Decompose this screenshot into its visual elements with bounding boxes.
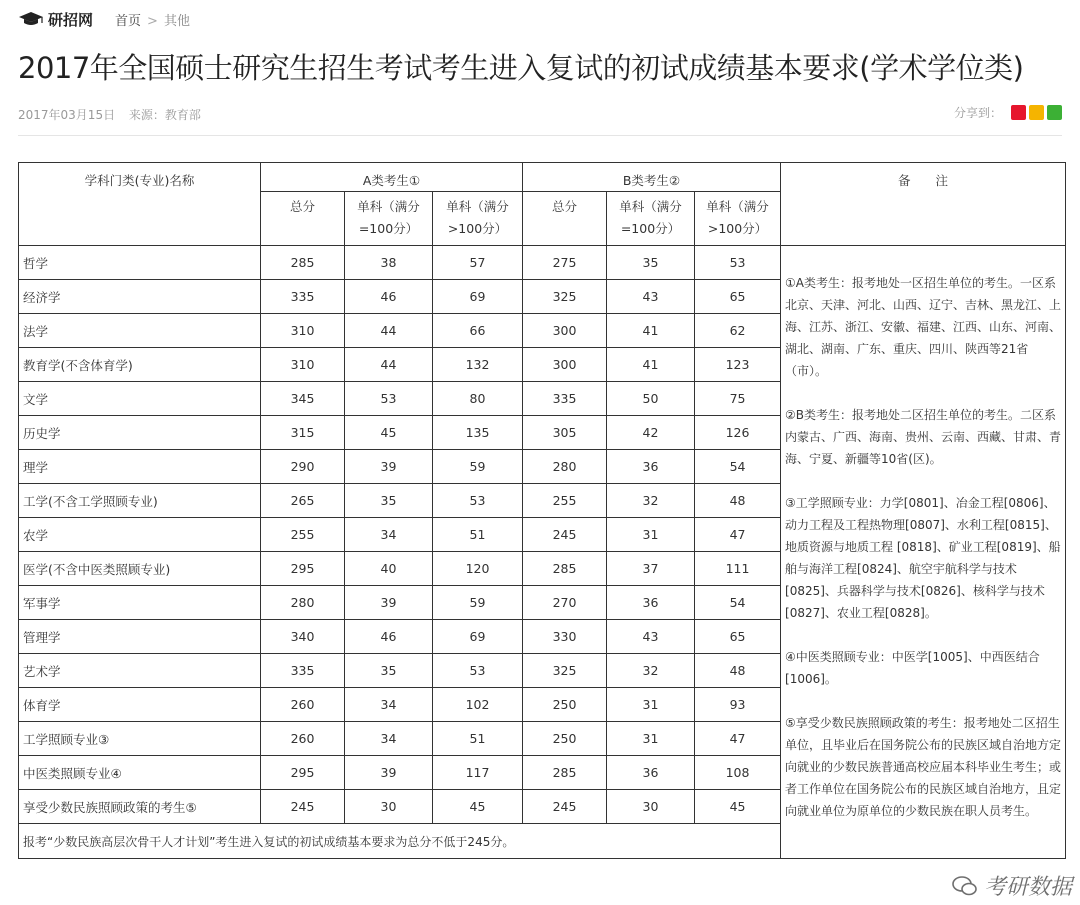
table-row (19, 246, 1066, 280)
score-cell-b: 75 (695, 382, 781, 416)
score-cell-a: 310 (261, 314, 345, 348)
score-cell-a: 45 (433, 790, 523, 824)
subject-name-cell: 工学照顾专业③ (19, 722, 261, 756)
score-cell-a: 132 (433, 348, 523, 382)
graduation-cap-icon (18, 11, 44, 27)
site-logo[interactable] (18, 9, 93, 30)
score-cell-a: 310 (261, 348, 345, 382)
score-cell-a: 57 (433, 246, 523, 280)
breadcrumb-home-link[interactable]: 首页 (115, 13, 142, 29)
score-cell-b: 43 (607, 280, 695, 314)
score-cell-b: 250 (523, 688, 607, 722)
score-cell-b: 305 (523, 416, 607, 450)
score-cell-a: 53 (433, 654, 523, 688)
score-cell-a: 315 (261, 416, 345, 450)
score-cell-b: 270 (523, 586, 607, 620)
weibo-share-icon[interactable] (1011, 105, 1026, 120)
score-cell-a: 285 (261, 246, 345, 280)
score-table (18, 162, 1066, 859)
score-cell-b: 123 (695, 348, 781, 382)
score-cell-a: 102 (433, 688, 523, 722)
note-item: ④中医类照顾专业：中医学[1005]、中西医结合[1006]。 (785, 650, 1040, 686)
score-cell-b: 285 (523, 552, 607, 586)
score-cell-a: 34 (345, 688, 433, 722)
breadcrumb (115, 10, 190, 29)
score-cell-b: 43 (607, 620, 695, 654)
score-cell-a: 280 (261, 586, 345, 620)
score-cell-b: 300 (523, 314, 607, 348)
score-cell-b: 285 (523, 756, 607, 790)
header-b-single-100: 单科（满分=100分） (607, 192, 695, 246)
score-cell-a: 35 (345, 654, 433, 688)
header-group-a: A类考生① (261, 163, 523, 192)
score-cell-b: 36 (607, 756, 695, 790)
score-cell-a: 30 (345, 790, 433, 824)
score-cell-a: 295 (261, 756, 345, 790)
score-cell-a: 335 (261, 280, 345, 314)
watermark (952, 870, 1072, 901)
note-item: ①A类考生：报考地处一区招生单位的考生。一区系北京、天津、河北、山西、辽宁、吉林、黑龙江、上海、江苏、浙江、安徽、福建、江西、山东、河南、湖北、湖南、广东、重庆、四川、陕西等21省（市）。 (785, 276, 1062, 378)
subject-name-cell: 军事学 (19, 586, 261, 620)
note-item: ②B类考生：报考地处二区招生单位的考生。二区系内蒙古、广西、海南、贵州、云南、西藏、甘肃、青海、宁夏、新疆等10省(区)。 (785, 408, 1062, 466)
score-cell-b: 62 (695, 314, 781, 348)
score-cell-b: 36 (607, 450, 695, 484)
score-cell-a: 53 (345, 382, 433, 416)
score-cell-a: 117 (433, 756, 523, 790)
score-cell-a: 46 (345, 280, 433, 314)
score-cell-b: 47 (695, 518, 781, 552)
note-item: ⑤享受少数民族照顾政策的考生：报考地处二区招生单位，且毕业后在国务院公布的民族区域自治地方定向就业的少数民族普通高校应届本科毕业生考生；或者工作单位在国务院公布的民族区域自治地方，且定向就业单位为原单位的少数民族在职人员考生。 (785, 716, 1062, 818)
score-cell-b: 65 (695, 280, 781, 314)
score-cell-a: 265 (261, 484, 345, 518)
score-cell-a: 59 (433, 586, 523, 620)
watermark-text: 考研数据 (983, 875, 1072, 900)
score-cell-b: 50 (607, 382, 695, 416)
score-cell-a: 135 (433, 416, 523, 450)
score-cell-b: 42 (607, 416, 695, 450)
score-cell-b: 32 (607, 654, 695, 688)
subject-name-cell: 中医类照顾专业④ (19, 756, 261, 790)
subject-name-cell: 管理学 (19, 620, 261, 654)
subject-name-cell: 法学 (19, 314, 261, 348)
score-cell-b: 335 (523, 382, 607, 416)
score-cell-b: 31 (607, 518, 695, 552)
score-cell-b: 54 (695, 586, 781, 620)
score-cell-a: 40 (345, 552, 433, 586)
qzone-share-icon[interactable] (1029, 105, 1044, 120)
score-cell-b: 32 (607, 484, 695, 518)
score-cell-b: 245 (523, 518, 607, 552)
score-cell-a: 345 (261, 382, 345, 416)
note-item: ③工学照顾专业：力学[0801]、冶金工程[0806]、动力工程及工程热物理[0807]、水利工程[0815]、地质资源与地质工程 [0818]、矿业工程[0819]、船舶与海洋工程[0824]、航空宇航科学与技术[0825]、兵器科学与技术[0826]、核科学与技术[0827]、农业工程[0828]。 (785, 496, 1061, 620)
score-cell-b: 48 (695, 484, 781, 518)
header-a-single-gt100: 单科（满分>100分） (433, 192, 523, 246)
score-cell-b: 111 (695, 552, 781, 586)
score-cell-b: 330 (523, 620, 607, 654)
score-cell-b: 37 (607, 552, 695, 586)
score-cell-a: 35 (345, 484, 433, 518)
score-cell-b: 41 (607, 348, 695, 382)
subject-name-cell: 历史学 (19, 416, 261, 450)
article-title: 2017年全国硕士研究生招生考试考生进入复试的初试成绩基本要求(学术学位类) (18, 51, 1024, 85)
score-cell-b: 31 (607, 688, 695, 722)
score-cell-a: 39 (345, 586, 433, 620)
score-cell-a: 34 (345, 518, 433, 552)
score-cell-b: 41 (607, 314, 695, 348)
score-cell-a: 69 (433, 620, 523, 654)
score-cell-a: 340 (261, 620, 345, 654)
score-cell-a: 295 (261, 552, 345, 586)
score-cell-b: 93 (695, 688, 781, 722)
score-cell-a: 44 (345, 348, 433, 382)
header-b-single-gt100: 单科（满分>100分） (695, 192, 781, 246)
score-cell-a: 255 (261, 518, 345, 552)
score-cell-b: 45 (695, 790, 781, 824)
subject-name-cell: 体育学 (19, 688, 261, 722)
score-cell-b: 30 (607, 790, 695, 824)
share-bar (954, 104, 1062, 121)
score-cell-a: 53 (433, 484, 523, 518)
score-cell-a: 335 (261, 654, 345, 688)
score-cell-b: 255 (523, 484, 607, 518)
header-group-b: B类考生② (523, 163, 781, 192)
share-label: 分享到： (953, 106, 1002, 120)
score-cell-b: 325 (523, 654, 607, 688)
subject-name-cell: 艺术学 (19, 654, 261, 688)
notes-cell (781, 246, 1066, 859)
score-cell-a: 260 (261, 688, 345, 722)
header-a-single-100: 单科（满分=100分） (345, 192, 433, 246)
score-cell-b: 126 (695, 416, 781, 450)
score-cell-a: 46 (345, 620, 433, 654)
score-cell-a: 34 (345, 722, 433, 756)
score-cell-b: 54 (695, 450, 781, 484)
score-cell-a: 260 (261, 722, 345, 756)
article-meta (18, 106, 211, 123)
score-cell-a: 69 (433, 280, 523, 314)
score-cell-a: 51 (433, 722, 523, 756)
table-footer-note: 报考“少数民族高层次骨干人才计划”考生进入复试的初试成绩基本要求为总分不低于245分。 (19, 824, 781, 859)
score-cell-a: 80 (433, 382, 523, 416)
header-b-total: 总分 (523, 192, 607, 246)
score-cell-a: 39 (345, 756, 433, 790)
breadcrumb-separator: > (147, 13, 158, 29)
subject-name-cell: 教育学(不含体育学) (19, 348, 261, 382)
score-cell-b: 108 (695, 756, 781, 790)
score-cell-a: 38 (345, 246, 433, 280)
score-cell-b: 325 (523, 280, 607, 314)
score-cell-b: 47 (695, 722, 781, 756)
score-cell-b: 300 (523, 348, 607, 382)
score-cell-b: 245 (523, 790, 607, 824)
article-date: 2017年03月15日 (18, 108, 116, 122)
score-cell-a: 59 (433, 450, 523, 484)
header-notes: 备 注 (781, 163, 1066, 246)
subject-name-cell: 工学(不含工学照顾专业) (19, 484, 261, 518)
header-a-total: 总分 (261, 192, 345, 246)
subject-name-cell: 医学(不含中医类照顾专业) (19, 552, 261, 586)
top-bar (18, 6, 190, 32)
score-cell-a: 290 (261, 450, 345, 484)
score-cell-b: 36 (607, 586, 695, 620)
score-cell-b: 250 (523, 722, 607, 756)
subject-name-cell: 农学 (19, 518, 261, 552)
score-cell-b: 35 (607, 246, 695, 280)
score-cell-a: 66 (433, 314, 523, 348)
score-cell-a: 39 (345, 450, 433, 484)
wechat-watermark-icon (952, 875, 978, 897)
subject-name-cell: 享受少数民族照顾政策的考生⑤ (19, 790, 261, 824)
score-cell-b: 65 (695, 620, 781, 654)
score-cell-b: 280 (523, 450, 607, 484)
subject-name-cell: 经济学 (19, 280, 261, 314)
header-subject-name: 学科门类(专业)名称 (19, 163, 261, 246)
score-cell-a: 44 (345, 314, 433, 348)
score-cell-a: 51 (433, 518, 523, 552)
breadcrumb-current: 其他 (163, 13, 190, 29)
header-divider (18, 135, 1062, 136)
score-cell-b: 48 (695, 654, 781, 688)
article-source: 来源：教育部 (128, 108, 201, 122)
score-cell-b: 53 (695, 246, 781, 280)
score-cell-a: 245 (261, 790, 345, 824)
score-cell-b: 275 (523, 246, 607, 280)
subject-name-cell: 文学 (19, 382, 261, 416)
subject-name-cell: 理学 (19, 450, 261, 484)
score-cell-a: 45 (345, 416, 433, 450)
score-cell-b: 31 (607, 722, 695, 756)
subject-name-cell: 哲学 (19, 246, 261, 280)
wechat-share-icon[interactable] (1047, 105, 1062, 120)
score-cell-a: 120 (433, 552, 523, 586)
site-logo-text: 研招网 (48, 10, 94, 29)
